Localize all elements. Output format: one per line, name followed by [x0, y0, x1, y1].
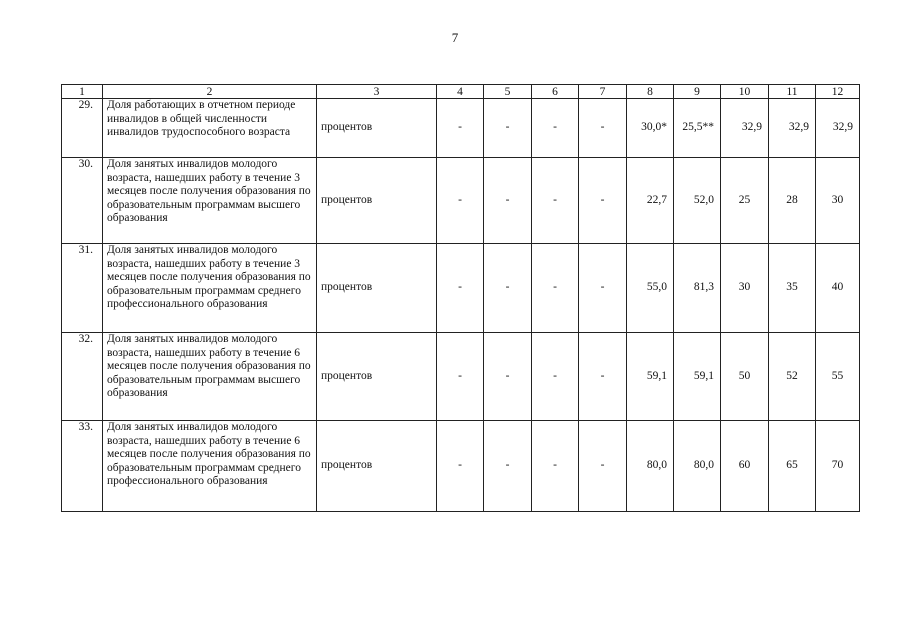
value-cell: - — [437, 421, 484, 512]
value-cell: - — [532, 421, 579, 512]
value-cell: 59,1 — [674, 333, 721, 421]
table-row — [62, 244, 860, 333]
row-number: 30. — [62, 158, 103, 244]
value-cell: - — [484, 99, 532, 158]
value-cell: - — [437, 244, 484, 333]
value-cell: - — [532, 99, 579, 158]
table-row — [62, 99, 860, 158]
value-cell: 28 — [769, 158, 816, 244]
value-cell: 22,7 — [627, 158, 674, 244]
unit-cell: процентов — [317, 244, 437, 333]
value-cell: 80,0 — [674, 421, 721, 512]
value-cell: - — [484, 421, 532, 512]
value-cell: 32,9 — [816, 99, 860, 158]
row-number: 33. — [62, 421, 103, 512]
indicator-name: Доля занятых инвалидов молодого возраста, нашедших работу в течение 3 месяцев после получения образования по образовательным программам среднего профессионального образования — [103, 244, 317, 333]
value-cell: - — [532, 158, 579, 244]
value-cell: - — [532, 244, 579, 333]
value-cell: 30 — [721, 244, 769, 333]
value-cell: 30 — [816, 158, 860, 244]
value-cell: - — [579, 99, 627, 158]
row-number: 32. — [62, 333, 103, 421]
value-cell: 40 — [816, 244, 860, 333]
indicator-name: Доля занятых инвалидов молодого возраста, нашедших работу в течение 3 месяцев после получения образования по образовательным программам высшего образования — [103, 158, 317, 244]
value-cell: 65 — [769, 421, 816, 512]
value-cell: 80,0 — [627, 421, 674, 512]
value-cell: 81,3 — [674, 244, 721, 333]
unit-cell: процентов — [317, 421, 437, 512]
page-number: 7 — [451, 30, 459, 45]
column-header: 3 — [317, 85, 437, 99]
column-header: 8 — [627, 85, 674, 99]
table-row — [62, 421, 860, 512]
value-cell: 60 — [721, 421, 769, 512]
column-header: 2 — [103, 85, 317, 99]
value-cell: - — [484, 244, 532, 333]
value-cell: 32,9 — [769, 99, 816, 158]
column-header: 12 — [816, 85, 860, 99]
unit-cell: процентов — [317, 158, 437, 244]
column-header: 5 — [484, 85, 532, 99]
table-row — [62, 158, 860, 244]
value-cell: - — [532, 333, 579, 421]
value-cell: 25,5** — [674, 99, 721, 158]
unit-cell: процентов — [317, 99, 437, 158]
column-header: 1 — [62, 85, 103, 99]
indicators-table — [61, 84, 860, 512]
column-header: 4 — [437, 85, 484, 99]
table-row — [62, 333, 860, 421]
column-header: 7 — [579, 85, 627, 99]
value-cell: 30,0* — [627, 99, 674, 158]
value-cell: 32,9 — [721, 99, 769, 158]
value-cell: - — [437, 333, 484, 421]
indicator-name: Доля работающих в отчетном периоде инвалидов в общей численности инвалидов трудоспособного возраста — [103, 99, 317, 158]
value-cell: 55 — [816, 333, 860, 421]
indicator-name: Доля занятых инвалидов молодого возраста, нашедших работу в течение 6 месяцев после получения образования по образовательным программам высшего образования — [103, 333, 317, 421]
indicator-name: Доля занятых инвалидов молодого возраста, нашедших работу в течение 6 месяцев после получения образования по образовательным программам среднего профессионального образования — [103, 421, 317, 512]
value-cell: 59,1 — [627, 333, 674, 421]
value-cell: - — [484, 158, 532, 244]
value-cell: - — [437, 99, 484, 158]
value-cell: - — [579, 333, 627, 421]
header-row — [62, 85, 860, 99]
column-header: 6 — [532, 85, 579, 99]
row-number: 29. — [62, 99, 103, 158]
row-number: 31. — [62, 244, 103, 333]
value-cell: - — [579, 421, 627, 512]
value-cell: - — [437, 158, 484, 244]
value-cell: - — [484, 333, 532, 421]
column-header: 11 — [769, 85, 816, 99]
value-cell: 35 — [769, 244, 816, 333]
column-header: 9 — [674, 85, 721, 99]
column-header: 10 — [721, 85, 769, 99]
value-cell: 52 — [769, 333, 816, 421]
value-cell: 70 — [816, 421, 860, 512]
value-cell: - — [579, 158, 627, 244]
value-cell: 50 — [721, 333, 769, 421]
value-cell: 52,0 — [674, 158, 721, 244]
value-cell: - — [579, 244, 627, 333]
value-cell: 55,0 — [627, 244, 674, 333]
unit-cell: процентов — [317, 333, 437, 421]
value-cell: 25 — [721, 158, 769, 244]
